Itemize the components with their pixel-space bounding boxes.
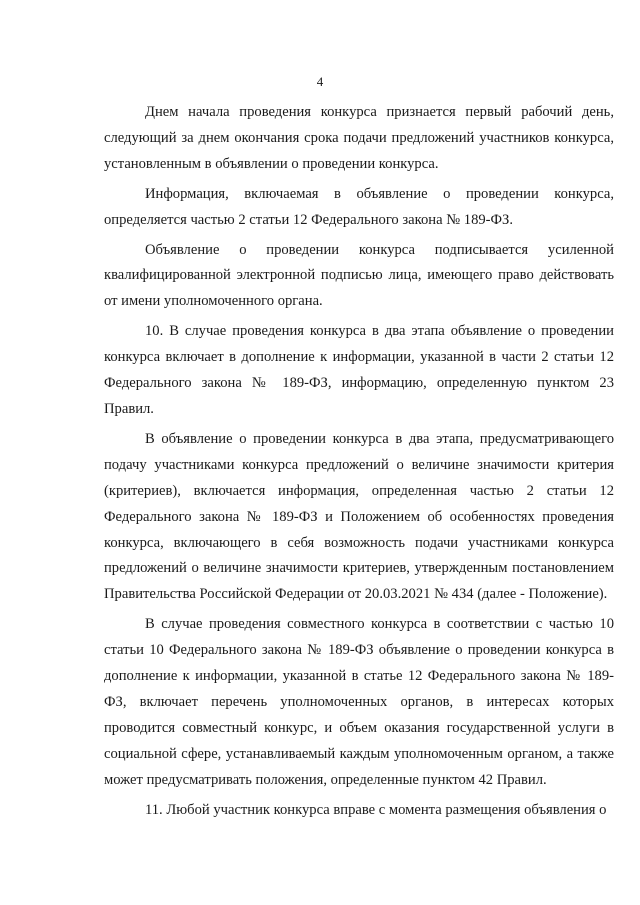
paragraph-item-10: 10. В случае проведения конкурса в два этапа объявление о проведении конкурса включает в дополнение к информации, указанной в части 2 статьи 12 Федерального закона № 189-ФЗ, информацию, определенную пунктом 23 Правил. <box>104 323 614 417</box>
paragraph-two-stage: В объявление о проведении конкурса в два этапа, предусматривающего подачу участниками конкурса предложений о величине значимости критерия (критериев), включается информация, определенная частью 2 статьи 12 Федерального закона № 189-ФЗ и Положением об особенностях проведения конкурса, включающего в себя возможность подачи участниками конкурса предложений о величине значимости критериев, утвержденным постановлением Правительства Российской Федерации от 20.03.2021 № 434 (далее - Положение). <box>104 430 614 603</box>
paragraph-item-11: 11. Любой участник конкурса вправе с момента размещения объявления о <box>145 801 607 818</box>
paragraph-start-date: Днем начала проведения конкурса признается первый рабочий день, следующий за днем окончания срока подачи предложений участников конкурса, установленным в объявлении о проведении конкурса. <box>104 104 614 172</box>
document-body <box>104 100 614 823</box>
page-number: 4 <box>316 74 324 89</box>
paragraph-information: Информация, включаемая в объявление о проведении конкурса, определяется частью 2 статьи 12 Федерального закона № 189-ФЗ. <box>104 185 614 228</box>
paragraph-signature: Объявление о проведении конкурса подписывается усиленной квалифицированной электронной подписью лица, имеющего право действовать от имени уполномоченного органа. <box>104 241 614 310</box>
paragraph-joint-contest: В случае проведения совместного конкурса в соответствии с частью 10 статьи 10 Федерального закона № 189-ФЗ объявление о проведении конкурса в дополнение к информации, указанной в статье 12 Федерального закона № 189-ФЗ, включает перечень уполномоченных органов, в интересах которых проводится совместный конкурс, и объем оказания государственной услуги в социальной сфере, устанавливаемый каждым уполномоченным органом, а также может предусматривать положения, определенные пунктом 42 Правил. <box>104 616 614 788</box>
